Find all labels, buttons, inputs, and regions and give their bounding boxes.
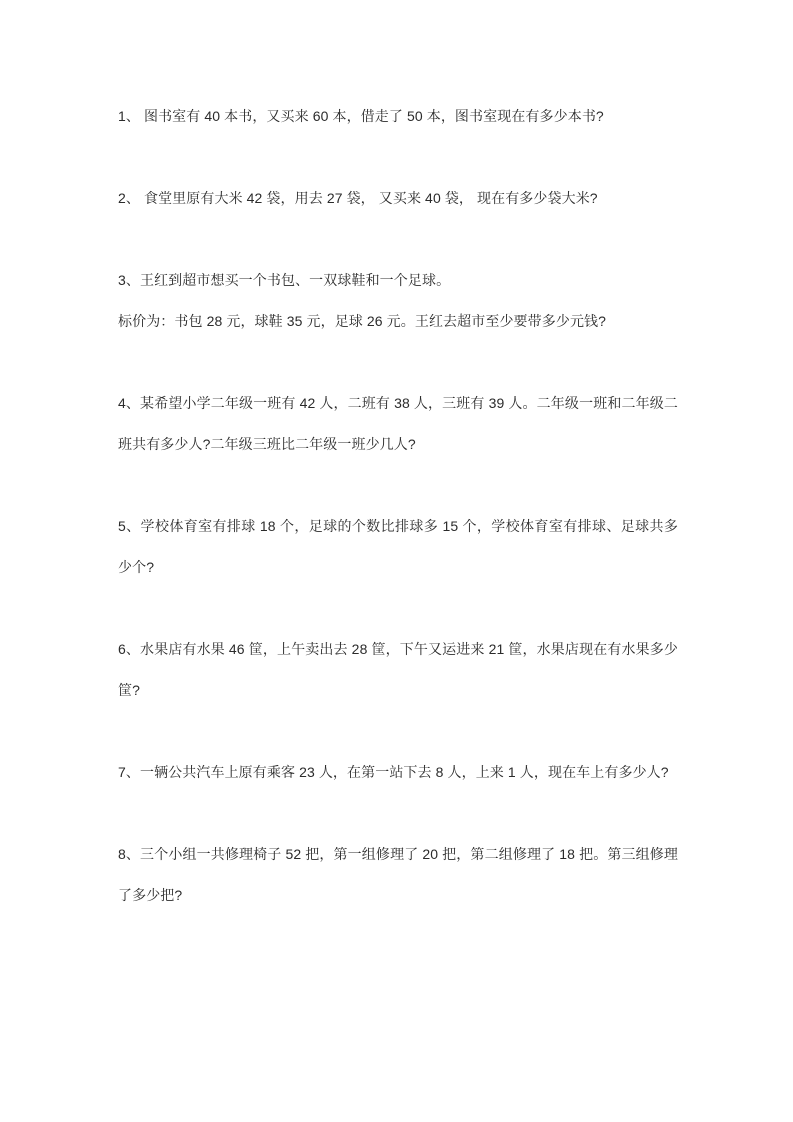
problem-line: 标价为：书包 28 元，球鞋 35 元，足球 26 元。王红去超市至少要带多少元钱? xyxy=(118,313,607,329)
problem-list xyxy=(118,96,678,916)
problem-line: 6、水果店有水果 46 筐，上午卖出去 28 筐，下午又运进来 21 筐，水果店现在有水果多少筐? xyxy=(118,641,678,698)
problem-item-8 xyxy=(118,834,678,916)
problem-line: 7、一辆公共汽车上原有乘客 23 人，在第一站下去 8 人，上来 1 人，现在车上有多少人? xyxy=(118,764,669,780)
problem-line: 3、王红到超市想买一个书包、一双球鞋和一个足球。 xyxy=(118,272,451,288)
problem-item-5 xyxy=(118,506,678,588)
problem-item-3 xyxy=(118,260,678,342)
problem-line: 2、 食堂里原有大米 42 袋，用去 27 袋， 又买来 40 袋， 现在有多少袋大米? xyxy=(118,190,598,206)
problem-item-4 xyxy=(118,383,678,465)
problem-item-1 xyxy=(118,96,678,137)
problem-line: 8、三个小组一共修理椅子 52 把，第一组修理了 20 把，第二组修理了 18 把。第三组修理了多少把? xyxy=(118,846,678,903)
problem-item-2 xyxy=(118,178,678,219)
problem-item-7 xyxy=(118,752,678,793)
problem-line: 4、某希望小学二年级一班有 42 人，二班有 38 人，三班有 39 人。二年级一班和二年级二班共有多少人?二年级三班比二年级一班少几人? xyxy=(118,395,678,452)
problem-line: 1、 图书室有 40 本书，又买来 60 本，借走了 50 本，图书室现在有多少本书? xyxy=(118,108,604,124)
problem-item-6 xyxy=(118,629,678,711)
problem-line: 5、学校体育室有排球 18 个，足球的个数比排球多 15 个，学校体育室有排球、足球共多少个? xyxy=(118,518,678,575)
